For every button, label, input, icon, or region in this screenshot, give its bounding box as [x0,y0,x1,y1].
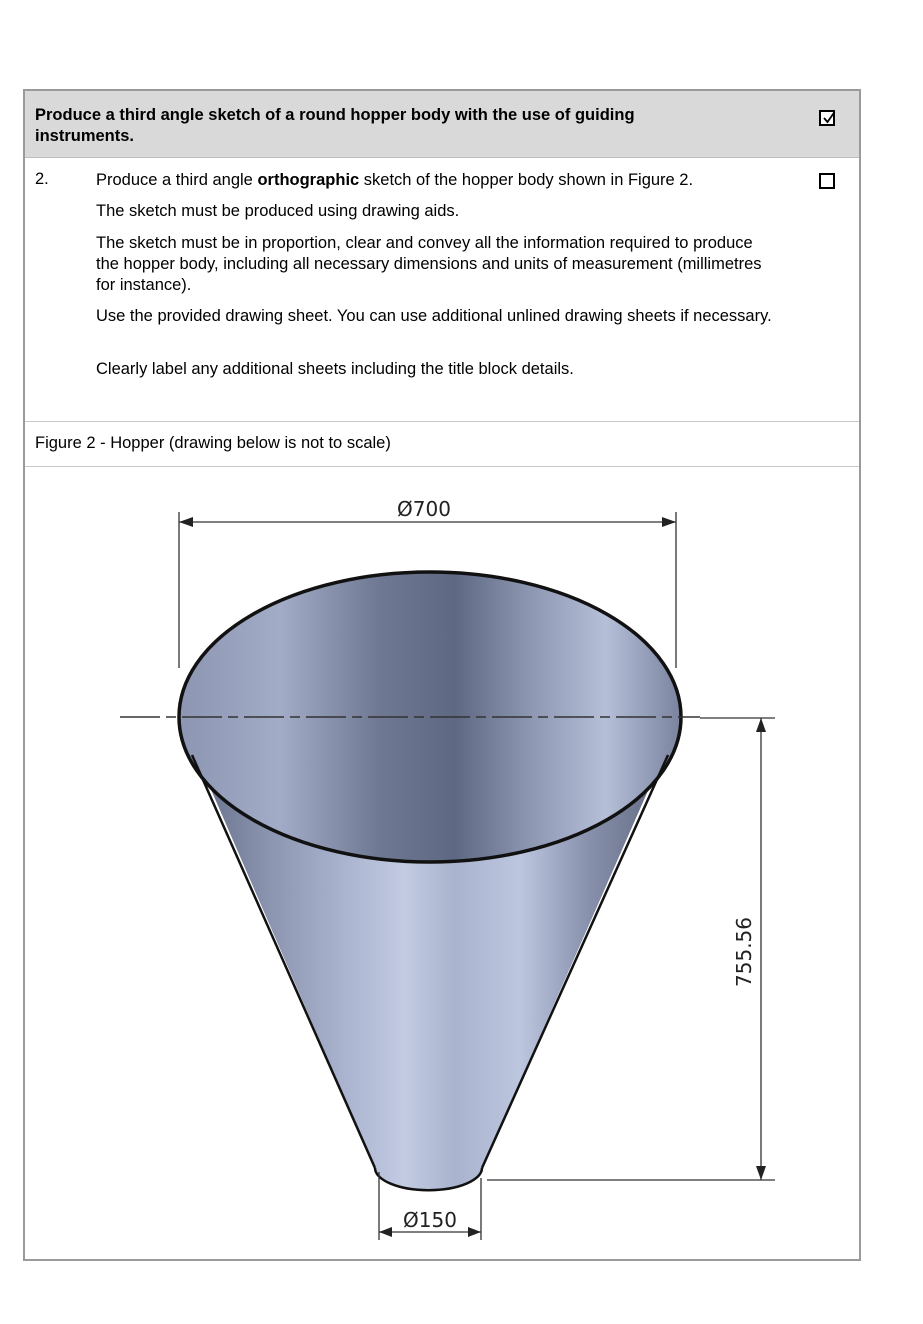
top-dim-arrow-right [662,517,676,527]
instruction-line-2: The sketch must be produced using drawing aids. [96,202,460,220]
task-header-title: Produce a third angle sketch of a round hopper body with the use of guiding instruments. [35,106,635,145]
top-dim-arrow-left [179,517,193,527]
instruction-line-1-start: Produce a third angle [96,171,258,189]
bottom-dim-arrow-left [379,1227,392,1237]
instruction-line-4: Use the provided drawing sheet. You can use additional unlined drawing sheets if necessary. [96,307,772,325]
height-dim-arrow-top [756,718,766,732]
top-diameter-label: Ø700 [397,497,451,521]
height-label: 755.56 [732,917,756,987]
bottom-dim-arrow-right [468,1227,481,1237]
instruction-line-3: The sketch must be in proportion, clear and convey all the information required to produce the hopper body, including all necessary dimensions and units of measurement (millimetres for instance). [96,234,762,294]
instruction-line-5: Clearly label any additional sheets including the title block details. [96,360,574,378]
height-dim-arrow-bottom [756,1166,766,1180]
bottom-diameter-label: Ø150 [403,1208,457,1232]
task-number: 2. [35,170,49,188]
figure-caption: Figure 2 - Hopper (drawing below is not to scale) [35,434,391,452]
instruction-line-1-end: sketch of the hopper body shown in Figure 2. [359,171,694,189]
instruction-line-1-bold: orthographic [257,171,360,189]
